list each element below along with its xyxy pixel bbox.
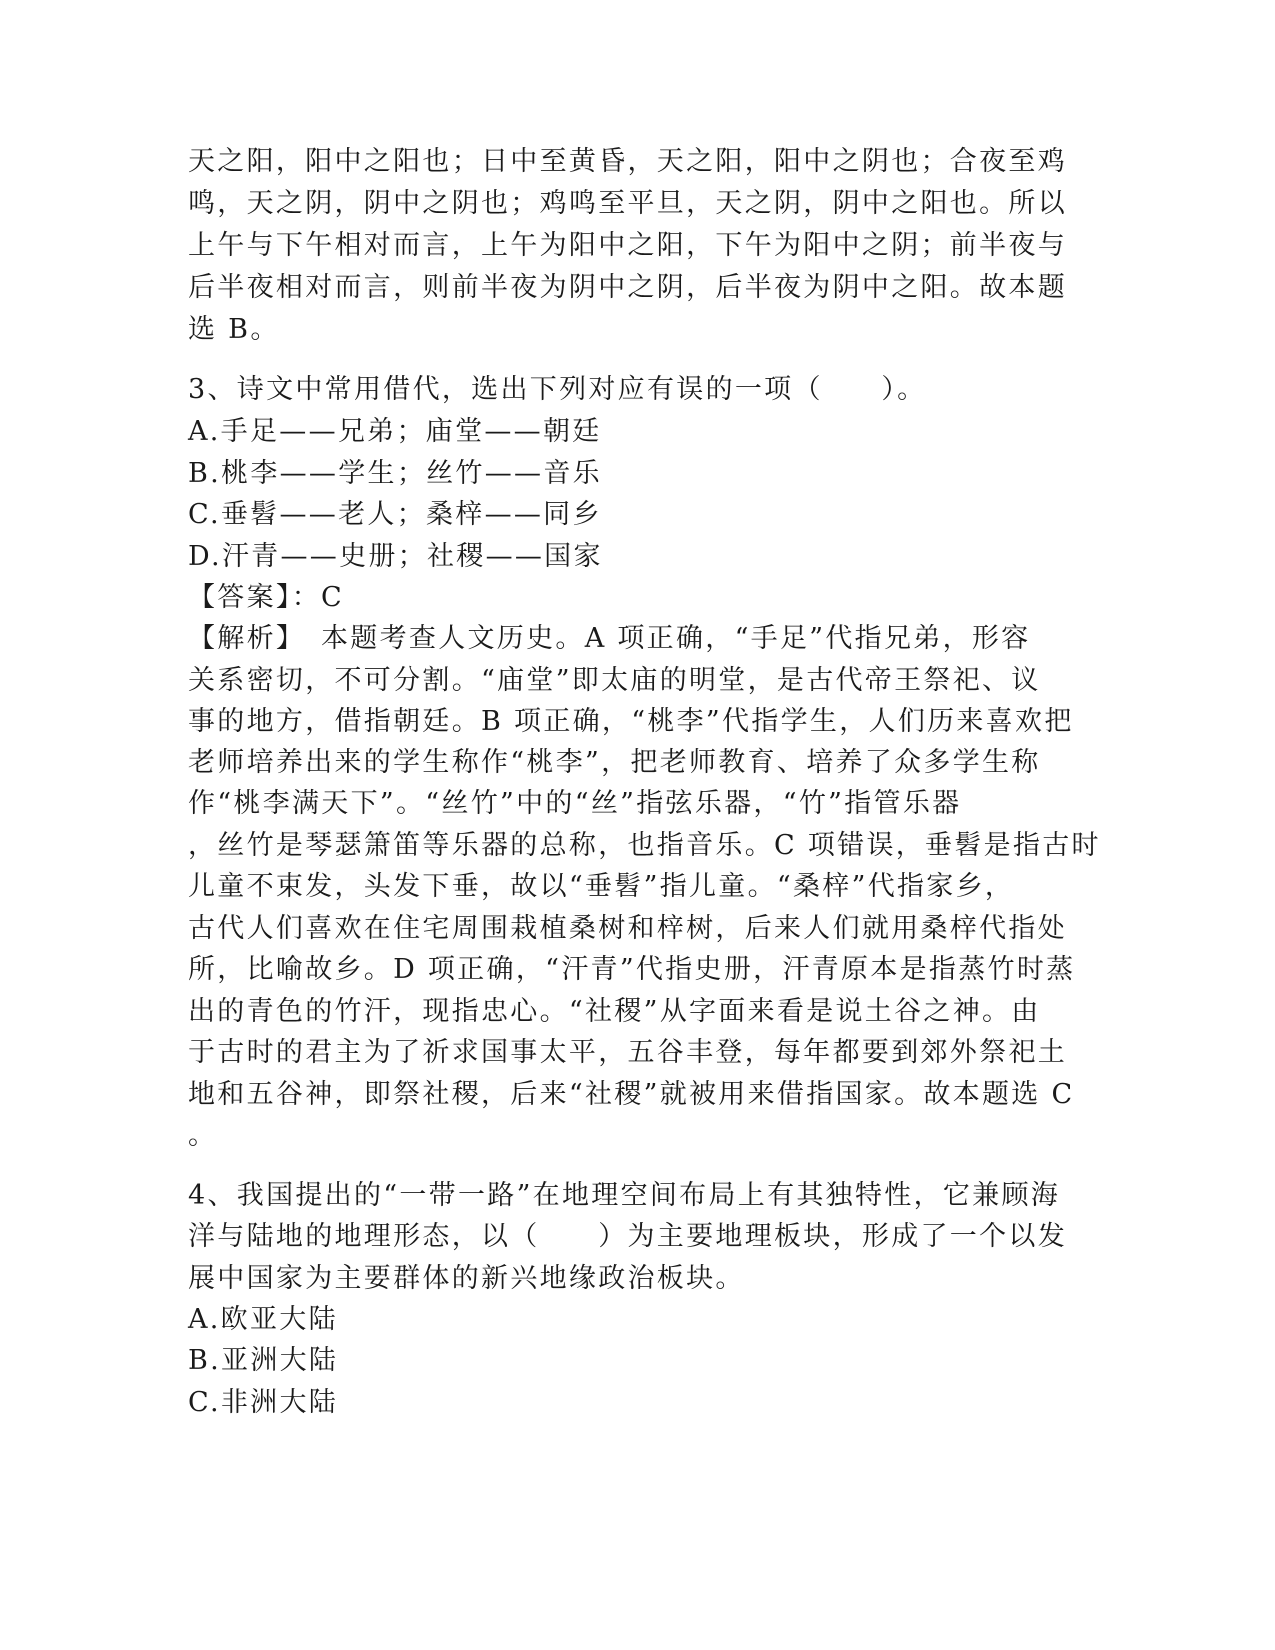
q3-option-b: B.桃李——学生；丝竹——音乐 xyxy=(188,458,602,489)
explanation-line: 天之阳，阳中之阳也；日中至黄昏，天之阳，阳中之阴也；合夜至鸡 xyxy=(188,146,1067,177)
q3-explanation-line: 作“桃李满天下”。“丝竹”中的“丝”指弦乐器，“竹”指管乐器 xyxy=(188,788,962,819)
q4-option-b: B.亚洲大陆 xyxy=(188,1345,339,1376)
q3-explanation-line: 关系密切，不可分割。“庙堂”即太庙的明堂，是古代帝王祭祀、议 xyxy=(188,665,1041,696)
explanation-line: 鸣，天之阴，阴中之阴也；鸡鸣至平旦，天之阴，阴中之阳也。所以 xyxy=(188,188,1067,219)
q3-explanation-line: 于古时的君主为了祈求国事太平，五谷丰登，每年都要到郊外祭祀土 xyxy=(188,1037,1067,1068)
q3-answer: 【答案】：C xyxy=(188,582,344,613)
q3-explanation-line: 【解析】 本题考查人文历史。A 项正确，“手足”代指兄弟，形容 xyxy=(188,623,1031,654)
q4-option-a: A.欧亚大陆 xyxy=(188,1304,338,1335)
q3-option-a: A.手足——兄弟；庙堂——朝廷 xyxy=(188,416,602,447)
q3-option-d: D.汗青——史册；社稷——国家 xyxy=(188,541,603,572)
question-3-stem: 3、诗文中常用借代，选出下列对应有误的一项（ ）。 xyxy=(188,374,927,405)
q3-option-c: C.垂髫——老人；桑梓——同乡 xyxy=(188,499,602,530)
question-4-stem: 4、我国提出的“一带一路”在地理空间布局上有其独特性，它兼顾海 xyxy=(188,1180,1061,1211)
q3-explanation-line: 老师培养出来的学生称作“桃李”，把老师教育、培养了众多学生称 xyxy=(188,747,1041,778)
q3-explanation-line: 事的地方，借指朝廷。B 项正确，“桃李”代指学生，人们历来喜欢把 xyxy=(188,706,1074,737)
q3-explanation-line: 地和五谷神，即祭社稷，后来“社稷”就被用来借指国家。故本题选 C xyxy=(188,1079,1075,1110)
question-4-stem: 展中国家为主要群体的新兴地缘政治板块。 xyxy=(188,1263,745,1294)
question-4-stem: 洋与陆地的地理形态，以（ ）为主要地理板块，形成了一个以发 xyxy=(188,1221,1067,1252)
q3-explanation-line: 古代人们喜欢在住宅周围栽植桑树和梓树，后来人们就用桑梓代指处 xyxy=(188,913,1067,944)
q3-explanation-line: 所，比喻故乡。D 项正确，“汗青”代指史册，汗青原本是指蒸竹时蒸 xyxy=(188,954,1076,985)
q3-explanation-line: 出的青色的竹汗，现指忠心。“社稷”从字面来看是说土谷之神。由 xyxy=(188,996,1041,1027)
q4-option-c: C.非洲大陆 xyxy=(188,1387,339,1418)
q3-explanation-line: 儿童不束发，头发下垂，故以“垂髫”指儿童。“桑梓”代指家乡， xyxy=(188,871,1015,902)
q3-explanation-line: ，丝竹是琴瑟箫笛等乐器的总称，也指音乐。C 项错误，垂髫是指古时 xyxy=(188,830,1101,861)
explanation-line: 选 B。 xyxy=(188,314,280,345)
q3-explanation-line: 。 xyxy=(188,1120,218,1151)
explanation-line: 上午与下午相对而言，上午为阳中之阳，下午为阳中之阴；前半夜与 xyxy=(188,230,1067,261)
explanation-line: 后半夜相对而言，则前半夜为阴中之阴，后半夜为阴中之阳。故本题 xyxy=(188,272,1067,303)
